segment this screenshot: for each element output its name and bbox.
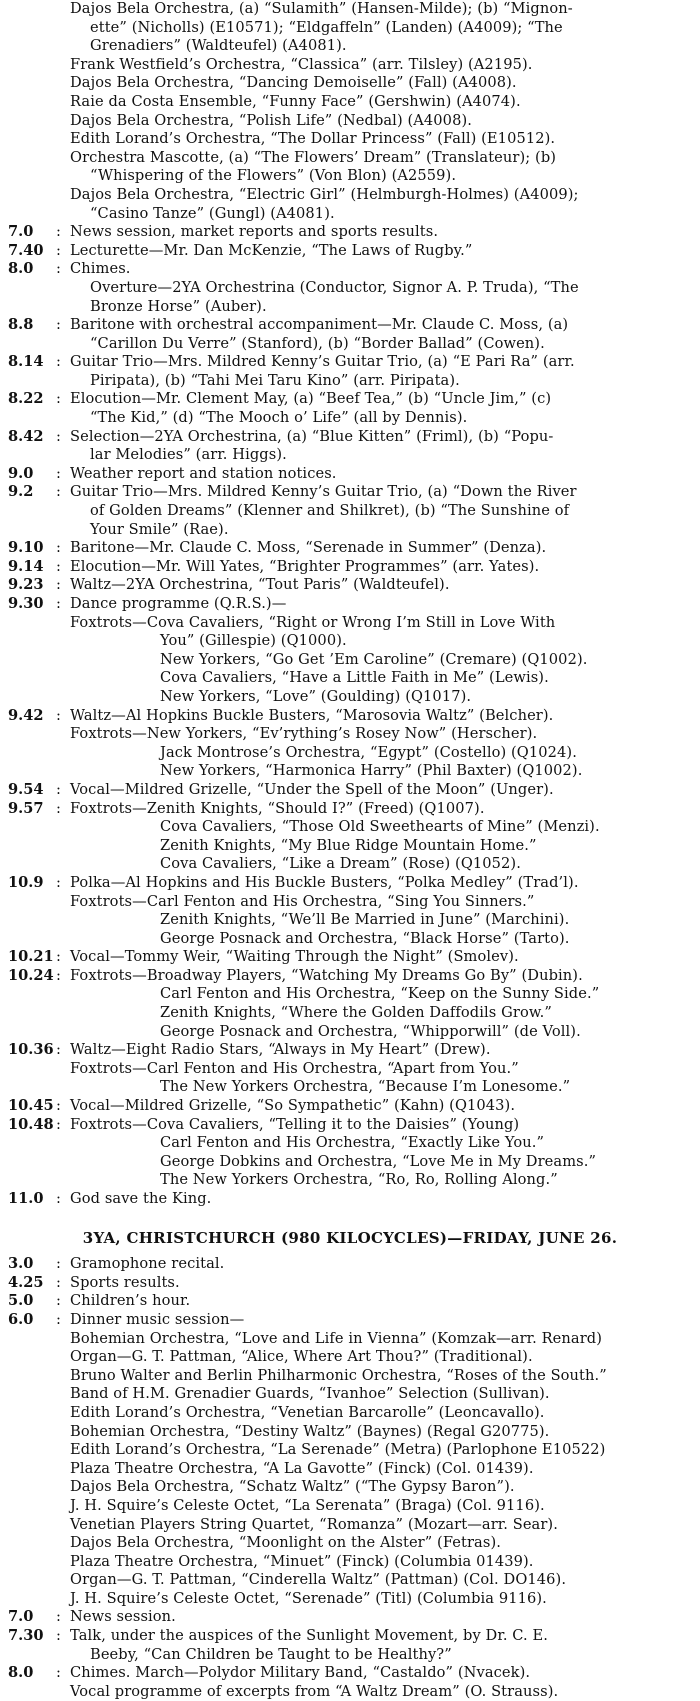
schedule-entry (0, 465, 700, 484)
time-label: 9.57 (8, 799, 44, 817)
text-line: Band of H.M. Grenadier Guards, “Ivanhoe” Selection (Sullivan). (70, 1385, 550, 1403)
time-label: 9.14 (8, 557, 44, 575)
time-label: 8.14 (8, 353, 44, 371)
text-line: Plaza Theatre Orchestra, “Minuet” (Finck) (Columbia 01439). (70, 1552, 534, 1570)
text-line: New Yorkers, “Harmonica Harry” (Phil Baxter) (Q1002). (160, 762, 583, 780)
schedule-entry (0, 428, 700, 465)
text-line: Vocal—Tommy Weir, “Waiting Through the Night” (Smolev). (70, 948, 519, 966)
time-label: 10.21 (8, 948, 54, 966)
colon-separator: : (56, 316, 61, 334)
text-line: Chimes. March—Polydor Military Band, “Castaldo” (Nvacek). (70, 1664, 531, 1682)
section1-schedule (0, 223, 700, 613)
text-line: News session, market reports and sports results. (70, 223, 439, 241)
time-label: 7.0 (8, 1608, 34, 1626)
schedule-entry (0, 316, 700, 353)
text-line: of Golden Dreams” (Klenner and Shilkret), (b) “The Sunshine of (90, 502, 570, 520)
final-programme-line: Vocal programme of excerpts from “A Waltz Dream” (O. Strauss). (70, 1682, 559, 1700)
text-line: lar Melodies” (arr. Higgs). (90, 446, 287, 464)
programme-item (0, 762, 700, 781)
text-line: Carl Fenton and His Orchestra, “Exactly Like You.” (160, 1134, 545, 1152)
programme-item (0, 1460, 700, 1479)
programme-item (0, 93, 700, 112)
colon-separator: : (56, 557, 61, 575)
programme-item (0, 688, 700, 707)
text-line: Dajos Bela Orchestra, (a) “Sulamith” (Hansen-Milde); (b) “Mignon- (70, 0, 573, 17)
time-label: 9.42 (8, 706, 44, 724)
programme-item (0, 614, 700, 633)
schedule-entry (0, 242, 700, 261)
section2-schedule-late (0, 1608, 700, 1682)
text-line: Vocal—Mildred Grizelle, “Under the Spell of the Moon” (Unger). (70, 780, 554, 798)
text-line: Organ—G. T. Pattman, “Alice, Where Art Thou?” (Traditional). (70, 1348, 533, 1366)
text-line: Guitar Trio—Mrs. Mildred Kenny’s Guitar Trio, (a) “E Pari Ra” (arr. (70, 353, 575, 371)
text-line: Baritone—Mr. Claude C. Moss, “Serenade in Summer” (Denza). (70, 539, 547, 557)
text-line: Piripata), (b) “Tahi Mei Taru Kino” (arr. Piripata). (90, 371, 460, 389)
programme-item (0, 818, 700, 837)
programme-item (0, 1590, 700, 1609)
schedule-entry (0, 1311, 700, 1330)
colon-separator: : (56, 1273, 61, 1291)
text-line: Waltz—2YA Orchestrina, “Tout Paris” (Waldteufel). (70, 576, 450, 594)
colon-separator: : (56, 1190, 61, 1207)
text-line: Foxtrots—New Yorkers, “Ev’rything’s Rosey Now” (Herscher). (70, 725, 538, 743)
text-line: Selection—2YA Orchestrina, (a) “Blue Kitten” (Friml), (b) “Popu- (70, 427, 554, 445)
programme-item (0, 1441, 700, 1460)
colon-separator: : (56, 241, 61, 259)
programme-item (0, 632, 700, 651)
colon-separator: : (56, 390, 61, 408)
text-line: Elocution—Mr. Will Yates, “Brighter Programmes” (arr. Yates). (70, 557, 540, 575)
text-line: Waltz—Eight Radio Stars, “Always in My Heart” (Drew). (70, 1041, 491, 1059)
text-line: The New Yorkers Orchestra, “Because I’m Lonesome.” (160, 1078, 571, 1096)
text-line: Talk, under the auspices of the Sunlight Movement, by Dr. C. E. (70, 1627, 549, 1645)
text-line: Plaza Theatre Orchestra, “A La Gavotte” (Finck) (Col. 01439). (70, 1459, 534, 1477)
colon-separator: : (56, 427, 61, 445)
text-line: Dinner music session— (70, 1310, 245, 1328)
programme-item (0, 725, 700, 744)
time-label: 8.22 (8, 390, 44, 408)
time-label: 8.42 (8, 427, 44, 445)
schedule-entry (0, 576, 700, 595)
schedule-entry (0, 707, 700, 726)
colon-separator: : (56, 223, 61, 241)
text-line: Jack Montrose’s Orchestra, “Egypt” (Costello) (Q1024). (160, 743, 577, 761)
text-line: Polka—Al Hopkins and His Buckle Busters, “Polka Medley” (Trad’l). (70, 873, 579, 891)
text-line: Children’s hour. (70, 1292, 191, 1310)
text-line: Zenith Knights, “Where the Golden Daffodils Grow.” (160, 1004, 552, 1022)
programme-item (0, 837, 700, 856)
text-line: Overture—2YA Orchestrina (Conductor, Signor A. P. Truda), “The (90, 278, 579, 296)
text-line: Your Smile” (Rae). (90, 520, 229, 538)
text-line: Foxtrots—Cova Cavaliers, “Telling it to the Daisies” (Young) (70, 1115, 520, 1133)
text-line: Raie da Costa Ensemble, “Funny Face” (Gershwin) (A4074). (70, 92, 521, 110)
colon-separator: : (56, 706, 61, 724)
time-label: 9.2 (8, 483, 34, 501)
text-line: J. H. Squire’s Celeste Octet, “La Serenata” (Braga) (Col. 9116). (70, 1496, 545, 1514)
text-line: Sports results. (70, 1273, 180, 1291)
text-line: Dance programme (Q.R.S.)— (70, 595, 287, 612)
time-label: 6.0 (8, 1310, 34, 1328)
text-line: Bronze Horse” (Auber). (90, 297, 267, 315)
schedule-entry (0, 390, 700, 427)
schedule-entry (0, 1116, 700, 1135)
text-line: Chimes. (70, 260, 131, 278)
text-line: The New Yorkers Orchestra, “Ro, Ro, Rolling Along.” (160, 1171, 558, 1189)
programme-item (0, 1078, 700, 1097)
text-line: Zenith Knights, “We’ll Be Married in June” (Marchini). (160, 911, 570, 929)
time-label: 8.0 (8, 260, 34, 278)
text-line: Foxtrots—Carl Fenton and His Orchestra, “Apart from You.” (70, 1059, 519, 1077)
programme-item (0, 1060, 700, 1079)
text-line: Foxtrots—Cova Cavaliers, “Right or Wrong I’m Still in Love With (70, 613, 556, 631)
colon-separator: : (56, 1041, 61, 1059)
colon-separator: : (56, 1292, 61, 1310)
text-line: Grenadiers” (Waldteufel) (A4081). (90, 37, 347, 55)
section2-schedule (0, 1255, 700, 1329)
colon-separator: : (56, 1627, 61, 1645)
text-line: ette” (Nicholls) (E10571); “Eldgaffeln” (Landen) (A4009); “The (90, 18, 563, 36)
colon-separator: : (56, 799, 61, 817)
text-line: “The Kid,” (d) “The Mooch o’ Life” (all by Dennis). (90, 409, 468, 427)
text-line: Frank Westfield’s Orchestra, “Classica” (arr. Tilsley) (A2195). (70, 55, 533, 73)
text-line: Dajos Bela Orchestra, “Polish Life” (Nedbal) (A4008). (70, 111, 472, 129)
text-line: Bruno Walter and Berlin Philharmonic Orchestra, “Roses of the South.” (70, 1366, 607, 1384)
programme-item (0, 1153, 700, 1172)
text-line: Venetian Players String Quartet, “Romanza” (Mozart—arr. Sear). (70, 1515, 558, 1533)
programme-item (0, 1404, 700, 1423)
schedule-entry (0, 800, 700, 819)
programme-item (0, 1385, 700, 1404)
time-label: 10.48 (8, 1115, 54, 1133)
text-line: Cova Cavaliers, “Have a Little Faith in Me” (Lewis). (160, 669, 549, 687)
programme-item (0, 1330, 700, 1349)
programme-item (0, 1571, 700, 1590)
programme-item (0, 167, 700, 186)
colon-separator: : (56, 1310, 61, 1328)
text-line: Foxtrots—Carl Fenton and His Orchestra, “Sing You Sinners.” (70, 892, 535, 910)
time-label: 10.9 (8, 873, 44, 891)
programme-item (0, 669, 700, 688)
schedule-entry (0, 1608, 700, 1627)
text-line: Baritone with orchestral accompaniment—Mr. Claude C. Moss, (a) (70, 316, 569, 334)
text-line: Edith Lorand’s Orchestra, “La Serenade” (Metra) (Parlophone E10522) (70, 1441, 606, 1459)
text-line: Edith Lorand’s Orchestra, “Venetian Barcarolle” (Leoncavallo). (70, 1403, 545, 1421)
time-label: 3.0 (8, 1255, 34, 1273)
text-line: Beeby, “Can Children be Taught to be Healthy?” (90, 1645, 452, 1663)
schedule-entry (0, 1041, 700, 1060)
programme-item (0, 37, 700, 56)
colon-separator: : (56, 966, 61, 984)
time-label: 9.0 (8, 464, 34, 482)
programme-item (0, 985, 700, 1004)
colon-separator: : (56, 780, 61, 798)
programme-item (0, 1023, 700, 1042)
colon-separator: : (56, 1664, 61, 1682)
schedule-entry (0, 353, 700, 390)
schedule-entry (0, 1664, 700, 1683)
text-line: George Posnack and Orchestra, “Whipporwill” (de Voll). (160, 1022, 581, 1040)
schedule-entry (0, 260, 700, 316)
text-line: Foxtrots—Broadway Players, “Watching My Dreams Go By” (Dubin). (70, 966, 583, 984)
text-line: You” (Gillespie) (Q1000). (160, 632, 347, 650)
programme-item (0, 19, 700, 38)
time-label: 11.0 (8, 1190, 44, 1207)
text-line: Cova Cavaliers, “Those Old Sweethearts of Mine” (Menzi). (160, 818, 600, 836)
schedule-entry (0, 595, 700, 614)
section1-intro (0, 0, 700, 223)
schedule-entry (0, 1190, 700, 1209)
colon-separator: : (56, 260, 61, 278)
programme-item (0, 1348, 700, 1367)
text-line: Guitar Trio—Mrs. Mildred Kenny’s Guitar Trio, (a) “Down the River (70, 483, 577, 501)
programme-item (0, 744, 700, 763)
programme-item (0, 911, 700, 930)
text-line: Vocal—Mildred Grizelle, “So Sympathetic” (Kahn) (Q1043). (70, 1097, 516, 1115)
programme-item (0, 1171, 700, 1190)
schedule-entry (0, 967, 700, 986)
text-line: Edith Lorand’s Orchestra, “The Dollar Princess” (Fall) (E10512). (70, 130, 556, 148)
text-line: Orchestra Mascotte, (a) “The Flowers’ Dream” (Translateur); (b) (70, 148, 557, 166)
programme-item (0, 0, 700, 19)
schedule-entry (0, 223, 700, 242)
time-label: 7.40 (8, 241, 44, 259)
programme-item (0, 1367, 700, 1386)
dance-programme-list (0, 614, 700, 707)
programme-item (0, 651, 700, 670)
colon-separator: : (56, 595, 61, 612)
schedule-entry (0, 1097, 700, 1116)
schedule-entry (0, 539, 700, 558)
time-label: 10.24 (8, 966, 54, 984)
text-line: Dajos Bela Orchestra, “Dancing Demoiselle” (Fall) (A4008). (70, 74, 517, 92)
programme-item (0, 130, 700, 149)
text-line: “Whispering of the Flowers” (Von Blon) (A2559). (90, 167, 457, 185)
text-line: Bohemian Orchestra, “Love and Life in Vienna” (Komzak—arr. Renard) (70, 1329, 603, 1347)
colon-separator: : (56, 1115, 61, 1133)
text-line: Zenith Knights, “My Blue Ridge Mountain Home.” (160, 836, 537, 854)
colon-separator: : (56, 464, 61, 482)
programme-item (0, 855, 700, 874)
text-line: Dajos Bela Orchestra, “Moonlight on the Alster” (Fetras). (70, 1534, 501, 1552)
programme-item (0, 1134, 700, 1153)
text-line: Foxtrots—Zenith Knights, “Should I?” (Freed) (Q1007). (70, 799, 485, 817)
time-label: 10.45 (8, 1097, 54, 1115)
text-line: Organ—G. T. Pattman, “Cinderella Waltz” (Pattman) (Col. DO146). (70, 1571, 567, 1589)
programme-item (0, 149, 700, 168)
time-label: 9.23 (8, 576, 44, 594)
time-label: 7.0 (8, 223, 34, 241)
text-line: Dajos Bela Orchestra, “Electric Girl” (Helmburgh-Holmes) (A4009); (70, 185, 579, 203)
time-label: 4.25 (8, 1273, 44, 1291)
programme-item (0, 1004, 700, 1023)
text-line: New Yorkers, “Go Get ’Em Caroline” (Cremare) (Q1002). (160, 650, 588, 668)
schedule-entry (0, 1292, 700, 1311)
text-line: Bohemian Orchestra, “Destiny Waltz” (Baynes) (Regal G20775). (70, 1422, 550, 1440)
text-line: News session. (70, 1608, 176, 1626)
schedule-entry (0, 558, 700, 577)
programme-item (0, 74, 700, 93)
colon-separator: : (56, 576, 61, 594)
text-line: Weather report and station notices. (70, 464, 337, 482)
colon-separator: : (56, 539, 61, 557)
colon-separator: : (56, 483, 61, 501)
dinner-music-list (0, 1330, 700, 1609)
schedule-entry (0, 483, 700, 539)
time-label: 5.0 (8, 1292, 34, 1310)
schedule-entry (0, 1274, 700, 1293)
text-line: George Posnack and Orchestra, “Black Horse” (Tarto). (160, 929, 570, 947)
programme-item (0, 1516, 700, 1535)
time-label: 8.0 (8, 1664, 34, 1682)
text-line: “Casino Tanze” (Gungl) (A4081). (90, 204, 335, 222)
programme-item (0, 930, 700, 949)
text-line: Gramophone recital. (70, 1255, 225, 1273)
time-label: 8.8 (8, 316, 34, 334)
colon-separator: : (56, 948, 61, 966)
programme-item (0, 186, 700, 205)
text-line: J. H. Squire’s Celeste Octet, “Serenade” (Titl) (Columbia 9116). (70, 1589, 547, 1607)
text-line: God save the King. (70, 1190, 212, 1207)
time-label: 7.30 (8, 1627, 44, 1645)
schedule-entry (0, 781, 700, 800)
text-line: Elocution—Mr. Clement May, (a) “Beef Tea,” (b) “Uncle Jim,” (c) (70, 390, 552, 408)
programme-item (0, 112, 700, 131)
text-line: New Yorkers, “Love” (Goulding) (Q1017). (160, 687, 472, 705)
programme-item (0, 1553, 700, 1572)
schedule-entry (0, 1627, 700, 1664)
schedule-entry (0, 948, 700, 967)
programme-item (0, 205, 700, 224)
section1-schedule-late (0, 707, 700, 1209)
colon-separator: : (56, 1097, 61, 1115)
programme-item (0, 56, 700, 75)
colon-separator: : (56, 1255, 61, 1273)
text-line: “Carillon Du Verre” (Stanford), (b) “Border Ballad” (Cowen). (90, 334, 545, 352)
text-line: George Dobkins and Orchestra, “Love Me in My Dreams.” (160, 1152, 597, 1170)
colon-separator: : (56, 1608, 61, 1626)
time-label: 10.36 (8, 1041, 54, 1059)
text-line: Cova Cavaliers, “Like a Dream” (Rose) (Q1052). (160, 855, 521, 873)
programme-item (0, 1534, 700, 1553)
text-line: Dajos Bela Orchestra, “Schatz Waltz” (“The Gypsy Baron”). (70, 1478, 515, 1496)
time-label: 9.10 (8, 539, 44, 557)
text-line: Waltz—Al Hopkins Buckle Busters, “Marosovia Waltz” (Belcher). (70, 706, 554, 724)
programme-item (0, 893, 700, 912)
station-heading: 3YA, CHRISTCHURCH (980 KILOCYCLES)—FRIDAY, JUNE 26. (82, 1228, 618, 1247)
schedule-entry (0, 874, 700, 893)
colon-separator: : (56, 873, 61, 891)
programme-item (0, 1497, 700, 1516)
schedule-entry (0, 1255, 700, 1274)
programme-item (0, 1478, 700, 1497)
time-label: 9.54 (8, 780, 44, 798)
colon-separator: : (56, 353, 61, 371)
text-line: Carl Fenton and His Orchestra, “Keep on the Sunny Side.” (160, 985, 600, 1003)
programme-item (0, 1423, 700, 1442)
time-label: 9.30 (8, 595, 44, 612)
text-line: Lecturette—Mr. Dan McKenzie, “The Laws of Rugby.” (70, 241, 473, 259)
